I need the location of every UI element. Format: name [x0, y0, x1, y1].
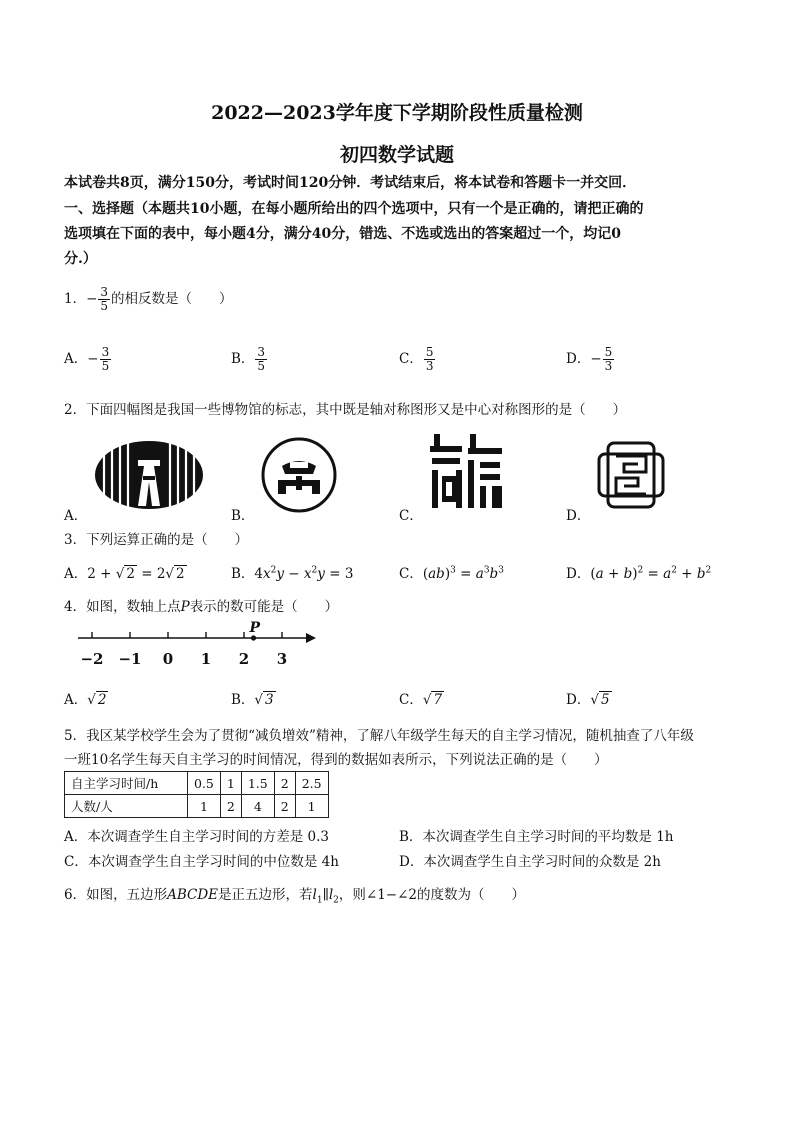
q1-sign: −: [86, 291, 98, 307]
section1-heading-line2: 选项填在下面的表中，每小题4分，满分40分，错选、不选或选出的答案超过一个，均记0: [64, 226, 621, 242]
q4-option-a[interactable]: A．√ 2: [64, 692, 107, 708]
q1-option-d[interactable]: D．− $\frac{5}{3}$: [566, 345, 613, 373]
q2-option-b[interactable]: B．: [231, 508, 255, 524]
point-p: [251, 635, 256, 640]
table-cell: 自主学习时间/h: [65, 772, 188, 795]
number-line-label: 2: [238, 650, 250, 668]
q1-fraction: $\frac{3}{5}$: [100, 285, 109, 313]
museum-logo-a: [94, 440, 204, 510]
table-cell: 1: [188, 795, 221, 818]
q2-option-c[interactable]: C．: [399, 508, 423, 524]
q2-option-d[interactable]: D．: [566, 508, 591, 524]
section1-heading-line1: 一、选择题（本题共10小题，在每小题所给出的四个选项中，只有一个是正确的，请把正确的: [64, 201, 644, 217]
point-p-label: P: [249, 620, 261, 636]
museum-logo-c: [430, 432, 504, 510]
table-cell: 1.5: [241, 772, 274, 795]
number-line-label: 3: [276, 650, 288, 668]
museum-logo-d: [596, 440, 666, 510]
q4-option-c[interactable]: C．√ 7: [399, 692, 443, 708]
q1-option-c[interactable]: C． $\frac{5}{3}$: [399, 345, 434, 373]
table-row: [65, 795, 329, 818]
museum-logo-b: [260, 436, 338, 514]
number-line-label: 1: [200, 650, 212, 668]
q5-option-d[interactable]: D．本次调查学生自主学习时间的众数是 2h: [399, 854, 661, 870]
table-cell: 人数/人: [65, 795, 188, 818]
question-4: 4．如图，数轴上点P表示的数可能是（ ）: [64, 599, 339, 615]
exam-instructions: 本试卷共8页，满分150分，考试时间120分钟．考试结束后，将本试卷和答题卡一并交回．: [64, 175, 637, 191]
q1-option-b[interactable]: B． $\frac{3}{5}$: [231, 345, 266, 373]
table-cell: 2: [274, 795, 295, 818]
q4-option-b[interactable]: B．√ 3: [231, 692, 274, 708]
study-time-table: [64, 771, 329, 818]
question-6: 6．如图，五边形ABCDE是正五边形，若$l_1\parallel l_2$，则∠1−∠2的度数为（ ）: [64, 887, 526, 906]
question-1: [64, 286, 233, 313]
table-cell: 1: [295, 795, 328, 818]
q4-option-d[interactable]: D．√ 5: [566, 692, 610, 708]
q3-option-a[interactable]: A．2 + √ 2 = 2√ 2: [64, 566, 185, 582]
section1-heading-line3: 分.）: [64, 251, 97, 267]
table-cell: 2.5: [295, 772, 328, 795]
table-cell: 2: [220, 795, 241, 818]
q3-option-d[interactable]: D．$(a + b)^2 = a^2 + b^2$: [566, 565, 712, 582]
number-line-label: 0: [162, 650, 174, 668]
q3-option-b[interactable]: B．$4x^2y - x^2y = 3$: [231, 565, 354, 582]
table-cell: 0.5: [188, 772, 221, 795]
q3-option-c[interactable]: C．$(ab)^3 = a^3b^3$: [399, 565, 504, 582]
q2-option-a[interactable]: A．: [64, 508, 88, 524]
q1-number: 1．: [64, 291, 87, 307]
number-line-label: −2: [80, 650, 104, 668]
table-cell: 2: [274, 772, 295, 795]
exam-subtitle: 初四数学试题: [339, 144, 454, 166]
question-3: 3．下列运算正确的是（ ）: [64, 532, 249, 548]
question-5-line1: 5．我区某学校学生会为了贯彻“减负增效”精神，了解八年级学生每天的自主学习情况，随机抽查了八年级: [64, 728, 694, 744]
q1-stem: 的相反数是（ ）: [111, 291, 233, 307]
question-2: 2．下面四幅图是我国一些博物馆的标志，其中既是轴对称图形又是中心对称图形的是（ ）: [64, 402, 627, 418]
table-row: [65, 772, 329, 795]
number-line: [68, 618, 318, 674]
q5-option-a[interactable]: A．本次调查学生自主学习时间的方差是 0.3: [64, 829, 330, 845]
q5-option-b[interactable]: B．本次调查学生自主学习时间的平均数是 1h: [399, 829, 674, 845]
q5-option-c[interactable]: C．本次调查学生自主学习时间的中位数是 4h: [64, 854, 339, 870]
number-line-label: −1: [118, 650, 142, 668]
question-5-line2: 一班10名学生每天自主学习的时间情况，得到的数据如表所示，下列说法正确的是（ ）: [64, 752, 608, 768]
exam-title: 2022—2023学年度下学期阶段性质量检测: [211, 102, 583, 124]
q1-option-a[interactable]: A．− $\frac{3}{5}$: [64, 345, 110, 373]
table-cell: 1: [220, 772, 241, 795]
table-cell: 4: [241, 795, 274, 818]
